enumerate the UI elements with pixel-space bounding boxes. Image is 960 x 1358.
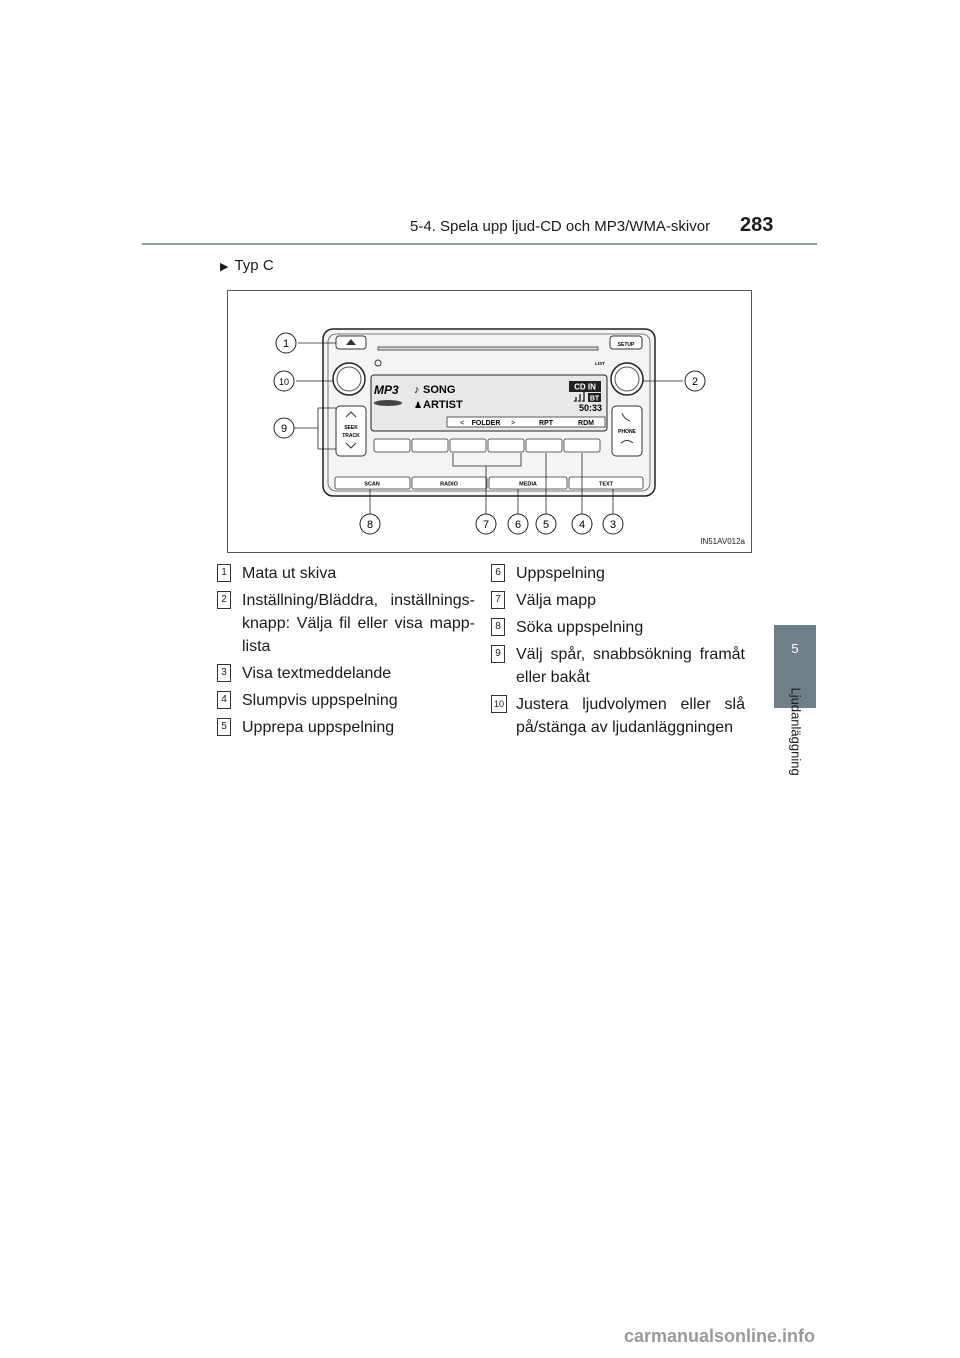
setup-label: SETUP: [617, 342, 635, 348]
legend-item-9: [491, 643, 745, 689]
preset-button-4[interactable]: [488, 439, 524, 452]
header-rule: [142, 243, 817, 245]
legend-item-1: [217, 562, 475, 585]
scan-label: SCAN: [364, 481, 380, 488]
radio-label: RADIO: [440, 481, 458, 488]
legend-number: 3: [217, 664, 231, 682]
person-icon: ♟: [414, 400, 423, 410]
track-label: TRACK: [342, 433, 360, 439]
legend-item-7: [491, 589, 745, 612]
callout-4: 4: [578, 519, 586, 531]
legend-text: Slumpvis uppspelning: [242, 692, 398, 709]
phone-label: PHONE: [618, 429, 636, 435]
legend-text: Inställning/Bläddra, inställnings-knapp: Välja fil eller visa mapp-lista: [242, 592, 475, 655]
preset-button-3[interactable]: [450, 439, 486, 452]
variant-heading: [220, 257, 274, 274]
note-icon: ♪: [414, 384, 420, 396]
display-artist: ARTIST: [423, 399, 463, 411]
chevron-left-icon: <: [460, 420, 465, 427]
legend-column-left: [217, 562, 475, 743]
legend-text: Upprepa uppspelning: [242, 719, 395, 736]
chapter-label-text: Ljudanläggning: [788, 687, 804, 776]
preset-button-1[interactable]: [374, 439, 410, 452]
preset-button-2[interactable]: [412, 439, 448, 452]
volume-knob[interactable]: [333, 363, 365, 395]
legend-item-4: [217, 689, 475, 712]
legend-text: Mata ut skiva: [242, 565, 337, 582]
legend-column-right: [491, 562, 745, 743]
display-source: CD IN: [574, 382, 596, 392]
legend-item-5: [217, 716, 475, 739]
legend-text: Justera ljudvolymen eller slå på/stänga av ljudanläggningen: [516, 696, 745, 736]
triangle-right-icon: ▶: [220, 261, 229, 273]
callout-9: 9: [280, 423, 288, 435]
callout-3: 3: [609, 519, 617, 531]
callout-1: 1: [282, 338, 290, 350]
callout-6: 6: [514, 519, 522, 531]
legend-item-6: [491, 562, 745, 585]
cd-slot: [378, 347, 598, 350]
legend-item-2: [217, 589, 475, 658]
legend-item-10: [491, 693, 745, 739]
legend-number: 1: [217, 564, 231, 582]
chapter-number: 5: [791, 641, 799, 656]
callout-5: 5: [542, 519, 550, 531]
seek-label: SEEK: [344, 425, 358, 431]
legend-text: Välja mapp: [516, 592, 597, 609]
text-label: TEXT: [598, 481, 614, 488]
legend-number: 7: [491, 591, 505, 609]
legend-text: Uppspelning: [516, 565, 605, 582]
display-format: MP3: [374, 383, 399, 397]
variant-label: Typ C: [234, 257, 274, 274]
legend-text: Söka uppspelning: [516, 619, 644, 636]
audio-unit-drawing: [228, 291, 751, 552]
callout-2: 2: [691, 376, 699, 388]
header-title: 5-4. Spela upp ljud-CD och MP3/WMA-skivor: [410, 218, 711, 235]
legend-text: Välj spår, snabbsökning framåt eller bakåt: [516, 646, 745, 686]
chapter-label: [786, 687, 806, 800]
preset-button-5[interactable]: [526, 439, 562, 452]
legend-item-8: [491, 616, 745, 639]
display-song: SONG: [423, 384, 456, 396]
preset-button-6[interactable]: [564, 439, 600, 452]
legend-number: 6: [491, 564, 505, 582]
rdm-label: RDM: [578, 420, 594, 427]
disc-icon: [374, 400, 402, 406]
legend-number: 10: [491, 695, 507, 713]
rpt-label: RPT: [539, 420, 553, 427]
callout-7: 7: [482, 519, 490, 531]
watermark: carmanualsonline.info: [624, 1326, 816, 1346]
legend-number: 4: [217, 691, 231, 709]
legend-number: 2: [217, 591, 231, 609]
legend-number: 8: [491, 618, 505, 636]
figure-code: IN51AV012a: [700, 537, 745, 546]
legend-number: 5: [217, 718, 231, 736]
display-bt: BT: [589, 395, 600, 403]
legend-item-3: [217, 662, 475, 685]
audio-unit-figure: [227, 290, 752, 553]
media-label: MEDIA: [519, 481, 537, 488]
legend-text: Visa textmeddelande: [242, 665, 392, 682]
chevron-right-icon: >: [511, 420, 516, 427]
callout-10: 10: [278, 377, 290, 387]
legend-number: 9: [491, 645, 505, 663]
list-label: LIST: [595, 361, 605, 366]
display-time: 50:33: [578, 403, 602, 413]
tune-knob[interactable]: [611, 363, 643, 395]
callout-8: 8: [366, 519, 374, 531]
folder-label: FOLDER: [471, 420, 501, 427]
page-number: 283: [740, 214, 774, 236]
